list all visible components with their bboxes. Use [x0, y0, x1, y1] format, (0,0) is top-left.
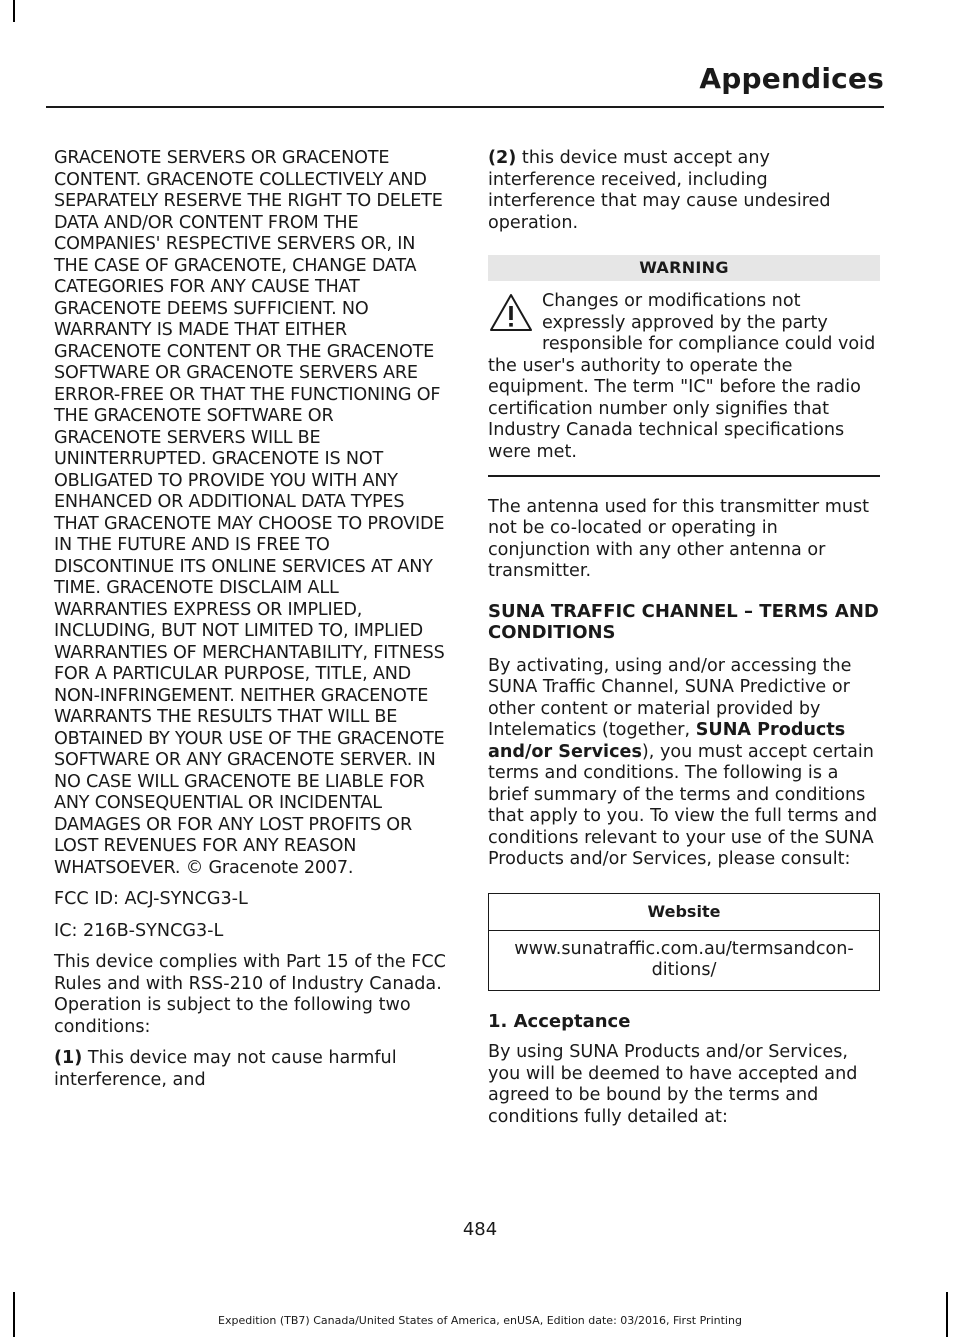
fcc-id: FCC ID: ACJ-SYNCG3-L — [54, 889, 248, 909]
crop-mark-top-left — [13, 0, 15, 22]
suna-intro-part-1: By activating, using and/or accessing the SUNA Traffic Channel, SUNA Predictive or other content or material provided by Intelematics (together, — [488, 655, 852, 740]
page-title: Appendices — [699, 62, 884, 95]
website-url[interactable]: www.sunatraffic.com.au/termsandcon-ditions/ — [514, 938, 854, 980]
suna-intro-part-2: ), you must accept certain terms and conditions. The following is a brief summary of the terms and conditions that apply to you. To view the full terms and conditions relevant to your use of the SUNA Products and/or Services, please consult: — [488, 741, 878, 869]
website-table — [488, 893, 880, 991]
page-number: 484 — [462, 1219, 498, 1240]
website-table-header: Website — [489, 894, 879, 931]
condition-2 — [488, 148, 880, 234]
condition-2-number: (2) — [488, 148, 517, 168]
suna-products-term: SUNA Products and/or Services — [488, 720, 846, 762]
acceptance-text: By using SUNA Products and/or Services, you will be deemed to have accepted and agreed to be bound by the terms and conditions fully detailed at: — [488, 1042, 858, 1127]
left-column — [54, 148, 446, 1101]
footer-edition: Expedition (TB7) Canada/United States of America, enUSA, Edition date: 03/2016, First Printing — [218, 1314, 742, 1327]
compliance-text: This device complies with Part 15 of the FCC Rules and with RSS-210 of Industry Canada. Operation is subject to the following two conditions: — [54, 952, 446, 1037]
warning-heading: WARNING — [488, 255, 880, 281]
condition-2-text: this device must accept any interference received, including interference that may cause undesired operation. — [488, 148, 831, 233]
suna-section-title: SUNA TRAFFIC CHANNEL – TERMS AND CONDITIONS — [488, 600, 879, 643]
warning-rule — [488, 475, 880, 477]
antenna-text: The antenna used for this transmitter must not be co-located or operating in conjunction with any other antenna or transmitter. — [488, 496, 870, 581]
header-rule — [46, 106, 884, 108]
acceptance-title: 1. Acceptance — [488, 1010, 631, 1032]
warning-box — [488, 281, 880, 463]
ic-id: IC: 216B-SYNCG3-L — [54, 920, 224, 941]
right-column — [488, 148, 880, 1138]
gracenote-disclaimer: GRACENOTE SERVERS OR GRACENOTE CONTENT. GRACENOTE COLLECTIVELY AND SEPARATELY RESERVE THE RIGHT TO DELETE DATA AND/OR CONTENT FROM THE COMPANIES' RESPECTIVE SERVERS OR, IN THE CASE OF GRACENOTE, CHANGE DATA CATEGORIES FOR ANY CAUSE THAT GRACENOTE DEEMS SUFFICIENT. NO WARRANTY IS MADE THAT EITHER GRACENOTE CONTENT OR THE GRACENOTE SOFTWARE OR GRACENOTE SERVERS ARE ERROR-FREE OR THAT THE FUNCTIONING OF THE GRACENOTE SOFTWARE OR GRACENOTE SERVERS WILL BE UNINTERRUPTED. GRACENOTE IS NOT OBLIGATED TO PROVIDE YOU WITH ANY ENHANCED OR ADDITIONAL DATA TYPES THAT GRACENOTE MAY CHOOSE TO PROVIDE IN THE FUTURE AND IS FREE TO DISCONTINUE ITS ONLINE SERVICES AT ANY TIME. GRACENOTE DISCLAIM ALL WARRANTIES EXPRESS OR IMPLIED, INCLUDING, BUT NOT LIMITED TO, IMPLIED WARRANTIES OF MERCHANTABILITY, FITNESS FOR A PARTICULAR PURPOSE, TITLE, AND NON-INFRINGEMENT. NEITHER GRACENOTE WARRANTS THE RESULTS THAT WILL BE OBTAINED BY YOUR USE OF THE GRACENOTE SOFTWARE OR ANY GRACENOTE SERVER. IN NO CASE WILL GRACENOTE BE LIABLE FOR ANY CONSEQUENTIAL OR INCIDENTAL DAMAGES OR FOR ANY LOST PROFITS OR LOST REVENUES FOR ANY REASON WHATSOEVER. © Gracenote 2007. — [54, 148, 445, 878]
warning-triangle-icon — [488, 291, 534, 335]
warning-text: Changes or modifications not expressly approved by the party responsible for compliance could void the user's authority to operate the equipment. The term "IC" before the radio certification number only signifies that Industry Canada technical specifications were met. — [488, 291, 876, 462]
condition-1 — [54, 1048, 446, 1091]
condition-1-text: This device may not cause harmful interference, and — [54, 1048, 397, 1090]
suna-intro — [488, 656, 880, 871]
condition-1-number: (1) — [54, 1048, 83, 1068]
